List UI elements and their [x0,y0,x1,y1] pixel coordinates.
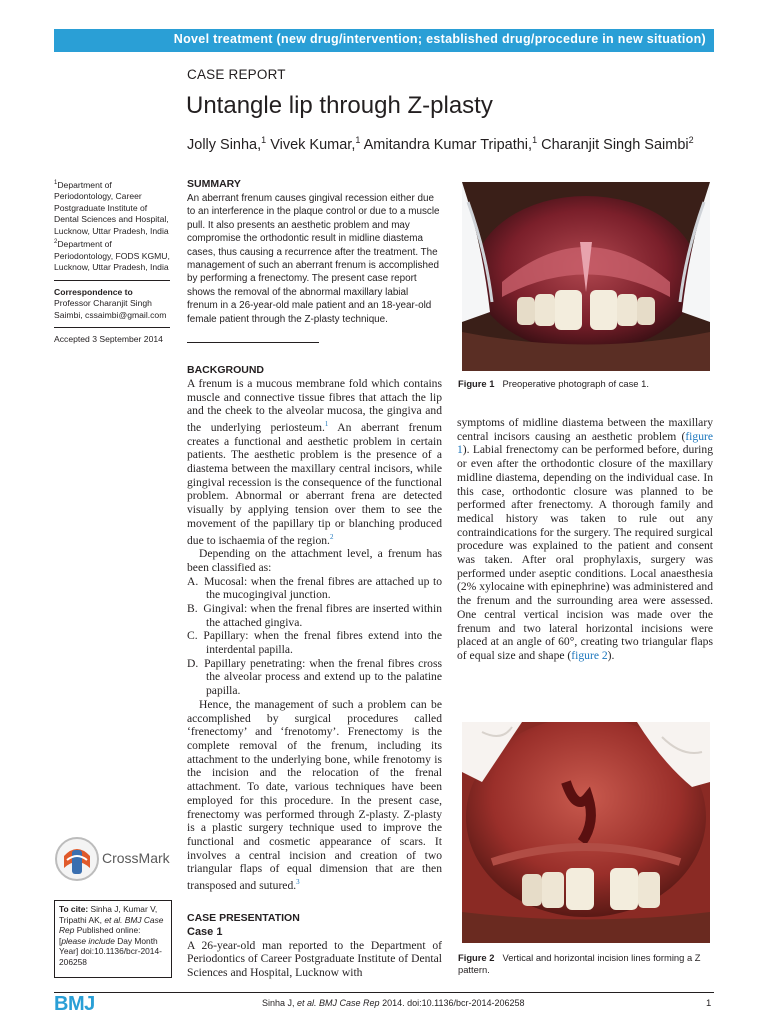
subsection-heading: Case 1 [187,925,223,938]
author[interactable]: Vivek Kumar, [270,136,356,153]
affiliation-1: $^1$Department of Periodontology, Career Postgraduate Institute of Dental Sciences and Hospital, Lucknow, Uttar Pradesh, India [54,179,169,236]
correspondence-title: Correspondence to [54,286,133,297]
divider [54,992,714,993]
footer-citation: Sinha J, et al. BMJ Case Rep 2014. doi:10.1136/bcr-2014-206258 [262,998,525,1008]
main-column-right [457,416,713,663]
figure-1-photo [462,182,710,371]
list-item: D. Papillary penetrating: when the frenal fibres cross the alveolar process and extend up to the palatine papilla. [187,656,442,698]
summary-heading: SUMMARY [187,178,241,190]
divider [187,342,319,343]
divider [54,280,170,281]
main-column-left [187,363,442,980]
paragraph: symptoms of midline diastema between the maxillary central incisors causing an aesthetic problem (figure 1). Labial frenectomy can be performed before, during or even after the orthodontic closure of the maxillary midline diastema, depending on the individual case. In this case, orthodontic closure was planned to be performed after frenectomy. A thorough family and medical history was taken to rule out any contraindications for the surgery. The required surgical procedure was explained to the patient and consent was taken. After oral prophylaxis, surgery was performed under aseptic conditions. Local anaesthesia (2% xylocaine with epinephrine) was administered and the frenum and the surrounding area were assessed. One central vertical incision was made over the frenum and two lateral horizontal incisions were placed at an angle of 60°, creating two triangular flaps of equal size and shape (figure 2). [457,416,713,662]
author-affiliation-mark: 1 [532,135,538,145]
paragraph: Depending on the attachment level, a frenum has been classified as: [187,547,442,574]
paragraph: A 26-year-old man reported to the Department of Periodontics of Career Postgraduate Institute of Dental Sciences and Hospital, Lucknow with [187,938,442,979]
list-item: C. Papillary: when the frenal fibres extend into the interdental papilla. [187,629,442,657]
section-banner: Novel treatment (new drug/intervention; established drug/procedure in new situation) [54,29,714,52]
author-affiliation-mark: 1 [355,135,361,145]
author-affiliation-mark: 2 [688,135,694,145]
author-list [187,135,694,153]
page-number: 1 [706,998,712,1009]
reference-link[interactable]: 2 [329,532,334,541]
reference-link[interactable]: 1 [324,420,329,429]
author-affiliation-mark: 1 [261,135,267,145]
figure-2-caption: Figure 2 Vertical and horizontal incision lines forming a Z pattern. [458,952,701,975]
classification-list [187,575,442,698]
crossmark-icon [54,834,100,884]
figure-2-photo [462,722,710,943]
paragraph: Hence, the management of such a problem can be accomplished by surgical procedures called ‘frenectomy’ and ‘frenotomy’. Frenectomy is the complete removal of the frenum, including its attachment to the underlying bone, while frenotomy is the incision and the relocation of the frenal attachment. To date, various techniques have been employed for this procedure. In the present case, frenectomy was performed through Z-plasty. Z-plasty is a plastic surgery technique used to improve the functional and cosmetic appearance of scars. It involves a central incision and creation of two triangular flaps of equal dimension that are then transposed and sutured.$^3$ [187,697,442,892]
figure-1-link[interactable]: figure 1 [457,429,713,457]
bmj-logo: BMJ [54,993,95,1015]
list-item: A. Mucosal: when the frenal fibres are attached up to the mucogingival junction. [187,574,442,602]
figure-2-link[interactable]: figure 2 [571,648,608,662]
author[interactable]: Amitandra Kumar Tripathi, [363,136,533,153]
figure-1-caption: Figure 1 Preoperative photograph of case 1. [458,378,649,389]
section-heading: BACKGROUND [187,364,264,376]
crossmark-badge[interactable] [54,834,174,884]
paragraph: A frenum is a mucous membrane fold which contains muscle and connective tissue fibres that attach the lip and the cheek to the alveolar mucosa, the gingiva and the underlying periosteum.$^1$ An aberrant frenum creates a functional and aesthetic problem in certain patients. The aesthetic problem is the presence of a diastema between the maxillary central incisors, while gingival recession is the consequence of the functional problem. Abnormal or aberrant frena are detected visually by applying tension over them to see the movement of the papillary tip or blanching produced due to ischaemia of the region.$^2$ [187,377,442,547]
reference-link[interactable]: 3 [296,878,300,887]
article-title: Untangle lip through Z-plasty [186,92,493,119]
summary-text: An aberrant frenum causes gingival recession either due to an interference in the plaque control or due to a muscle pull. It also presents an aesthetic problem and may compromise the orthodontic result in midline diastema cases, thus causing a recurrence after the treatment. The management of such an aberrant frenum is accomplished by performing a frenectomy. The present case report shows the removal of the abnormal maxillary labial frenum in a 26-year-old male patient and an 18-year-old female patient through the Z-plasty technique. [187,193,440,325]
correspondence-body[interactable]: Professor Charanjit Singh Saimbi, cssaimbi@gmail.com [54,298,167,320]
affiliation-2: $^2$Department of Periodontology, FODS KGMU, Lucknow, Uttar Pradesh, India [54,239,170,273]
author[interactable]: Charanjit Singh Saimbi [541,136,689,153]
author[interactable]: Jolly Sinha, [187,136,262,153]
divider [54,327,170,328]
sidebar [54,178,170,346]
crossmark-label: CrossMark [102,850,170,866]
accepted-date: Accepted 3 September 2014 [54,334,163,345]
article-type: CASE REPORT [187,67,286,82]
list-item: B. Gingival: when the frenal fibres are inserted within the attached gingiva. [187,601,442,629]
cite-box: To cite: Sinha J, Kumar V, Tripathi AK, et al. BMJ Case Rep Published online: [please include Day Month Year] doi:10.1136/bcr-2014-206258 [54,900,172,978]
section-heading: CASE PRESENTATION [187,911,300,924]
